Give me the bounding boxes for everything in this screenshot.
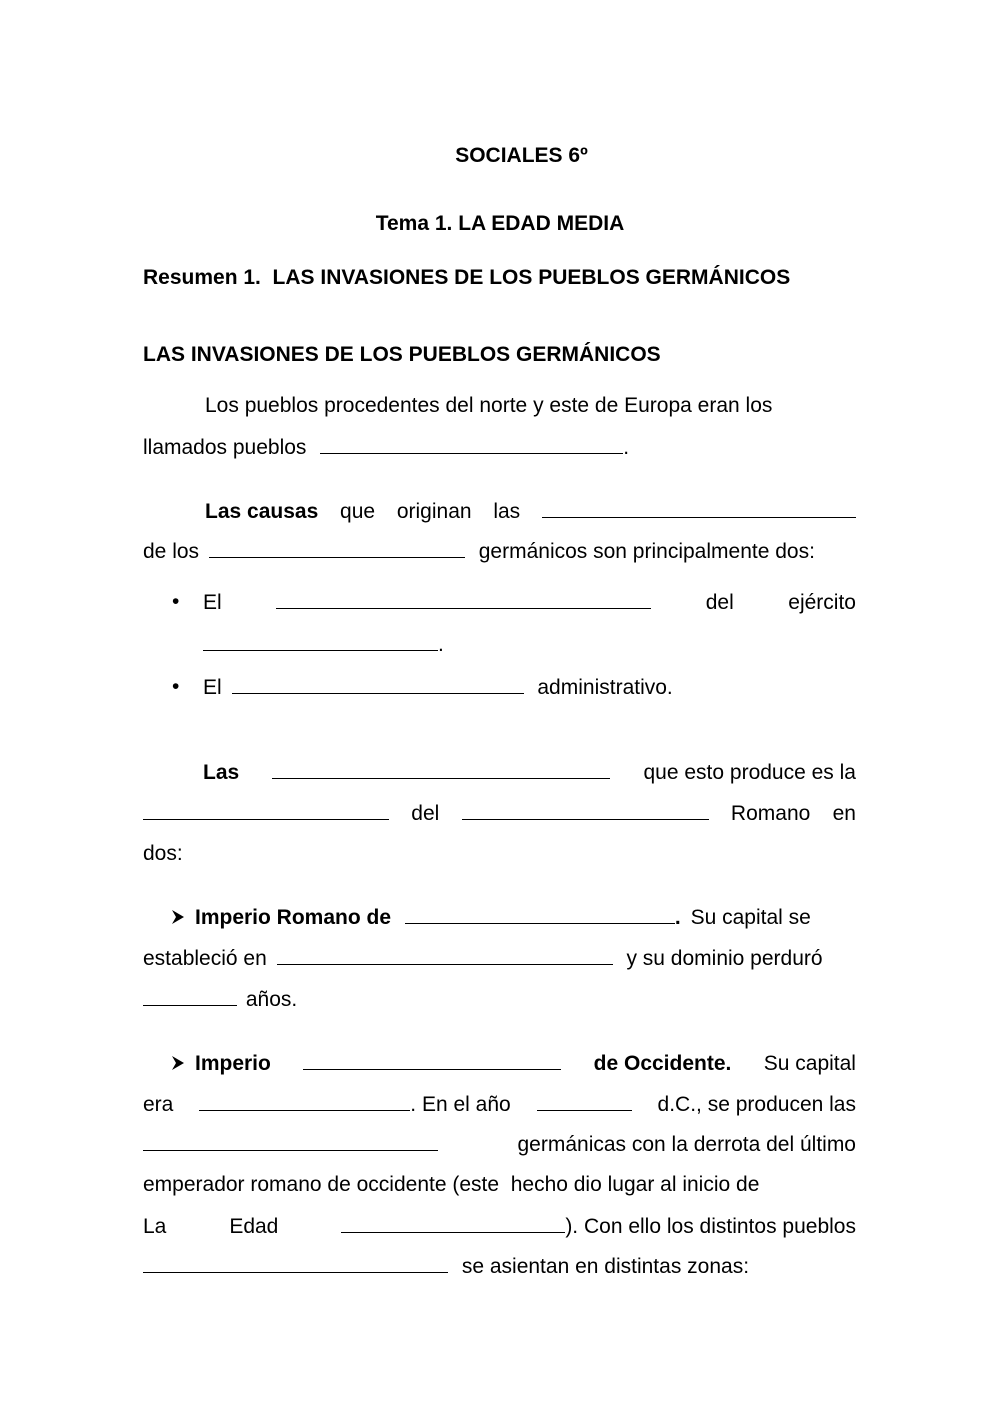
section-heading: LAS INVASIONES DE LOS PUEBLOS GERMÁNICOS bbox=[143, 343, 661, 366]
p5-line1 bbox=[171, 1050, 856, 1076]
bullet-1-line2 bbox=[203, 631, 856, 657]
p4-t1: Su capital se bbox=[690, 906, 811, 929]
bullet-2-line bbox=[203, 674, 856, 700]
p5-t2: era bbox=[143, 1093, 174, 1116]
blank-constantinopla[interactable] bbox=[277, 945, 613, 965]
bullet-1-el: El bbox=[203, 591, 222, 614]
p5-capital-group bbox=[199, 1091, 510, 1118]
p1-line2 bbox=[143, 434, 856, 460]
p4-line1 bbox=[171, 904, 856, 930]
p5-t7b: Edad bbox=[229, 1215, 279, 1238]
p2-t4: de los bbox=[143, 540, 200, 563]
bullet-2-marker: • bbox=[172, 675, 180, 698]
blank-invasiones[interactable] bbox=[542, 498, 856, 518]
p4-t2: estableció en bbox=[143, 947, 267, 970]
p2-bold: Las causas bbox=[205, 500, 319, 523]
topic-title: Tema 1. LA EDAD MEDIA bbox=[375, 212, 625, 235]
p5-t4: d.C., se producen las bbox=[657, 1093, 856, 1116]
p2-t3: las bbox=[493, 500, 521, 523]
bullet-1-del: del bbox=[705, 591, 734, 614]
blank-oriente[interactable] bbox=[405, 904, 675, 924]
p3-t1: que esto produce es la bbox=[643, 761, 856, 784]
bullet-1-end: . bbox=[438, 633, 444, 656]
p5-t1: Su capital bbox=[763, 1052, 856, 1075]
p4-line2 bbox=[143, 945, 856, 971]
p1-line1: Los pueblos procedentes del norte y este de Europa eran los bbox=[205, 394, 773, 417]
p5-line5 bbox=[143, 1213, 856, 1239]
p4-dot: . bbox=[674, 906, 681, 929]
bullet-2-el: El bbox=[203, 676, 222, 699]
blank-desorden[interactable] bbox=[232, 674, 524, 694]
blank-ano[interactable] bbox=[537, 1091, 632, 1111]
p1-end: . bbox=[623, 436, 630, 459]
arrowhead-bullet-icon bbox=[171, 1055, 185, 1071]
p5-line2 bbox=[143, 1091, 856, 1117]
p5-bold2: de Occidente. bbox=[593, 1052, 732, 1075]
blank-media[interactable] bbox=[341, 1213, 565, 1233]
p3-bold: Las bbox=[203, 761, 240, 784]
arrowhead-bullet-icon bbox=[171, 909, 185, 925]
blank-debilitamiento[interactable] bbox=[276, 589, 651, 609]
p5-t7c: ). Con ello los distintos pueblos bbox=[565, 1215, 856, 1238]
p2-t5: germánicos son principalmente dos: bbox=[478, 540, 815, 563]
p4-t4: años. bbox=[245, 988, 298, 1011]
bullet-1-marker: • bbox=[172, 590, 180, 613]
p2-line1 bbox=[205, 498, 856, 524]
blank-pueblos-2[interactable] bbox=[209, 538, 465, 558]
p5-line6 bbox=[143, 1253, 856, 1279]
p3-line1 bbox=[203, 759, 856, 785]
blank-germanicos[interactable] bbox=[143, 1253, 448, 1273]
p5-edad-group bbox=[341, 1213, 856, 1240]
p3-line2 bbox=[143, 800, 856, 826]
p3-line3: dos: bbox=[143, 842, 183, 865]
blank-romano[interactable] bbox=[203, 631, 438, 651]
p3-t3: Romano bbox=[730, 802, 811, 825]
blank-division[interactable] bbox=[143, 800, 389, 820]
summary-title: Resumen 1. LAS INVASIONES DE LOS PUEBLOS GERMÁNICOS bbox=[143, 266, 791, 289]
blank-invasiones-2[interactable] bbox=[143, 1131, 438, 1151]
bullet-1-ejercito: ejército bbox=[788, 591, 856, 614]
p5-t3: . En el año bbox=[410, 1093, 511, 1116]
blank-pueblos[interactable] bbox=[320, 434, 623, 454]
p3-t4: en bbox=[832, 802, 856, 825]
p3-t2: del bbox=[411, 802, 440, 825]
p4-line3 bbox=[143, 986, 856, 1012]
p5-bold1: Imperio bbox=[195, 1052, 271, 1075]
p5-line4: emperador romano de occidente (este hecho dio lugar al inicio de bbox=[143, 1173, 760, 1196]
p5-t5: germánicas con la derrota del último bbox=[517, 1133, 856, 1156]
p5-t7a: La bbox=[143, 1215, 167, 1238]
blank-anos[interactable] bbox=[143, 986, 237, 1006]
p2-t1: que bbox=[340, 500, 376, 523]
blank-roma[interactable] bbox=[199, 1091, 410, 1111]
bullet-2-text: administrativo. bbox=[537, 676, 673, 699]
blank-consecuencia[interactable] bbox=[272, 759, 610, 779]
p5-t8: se asientan en distintas zonas: bbox=[461, 1255, 750, 1278]
p5-line3 bbox=[143, 1131, 856, 1157]
p1-text: llamados pueblos bbox=[143, 436, 307, 459]
p4-bold: Imperio Romano de bbox=[195, 906, 392, 929]
page-title: SOCIALES 6º bbox=[455, 144, 588, 167]
p4-t3: y su dominio perduró bbox=[626, 947, 823, 970]
p2-line2 bbox=[143, 538, 856, 564]
blank-imperio[interactable] bbox=[462, 800, 709, 820]
p2-t2: originan bbox=[396, 500, 472, 523]
p5-lead bbox=[171, 1051, 271, 1077]
bullet-1-line1 bbox=[203, 589, 856, 615]
blank-romano-occidente[interactable] bbox=[303, 1050, 561, 1070]
